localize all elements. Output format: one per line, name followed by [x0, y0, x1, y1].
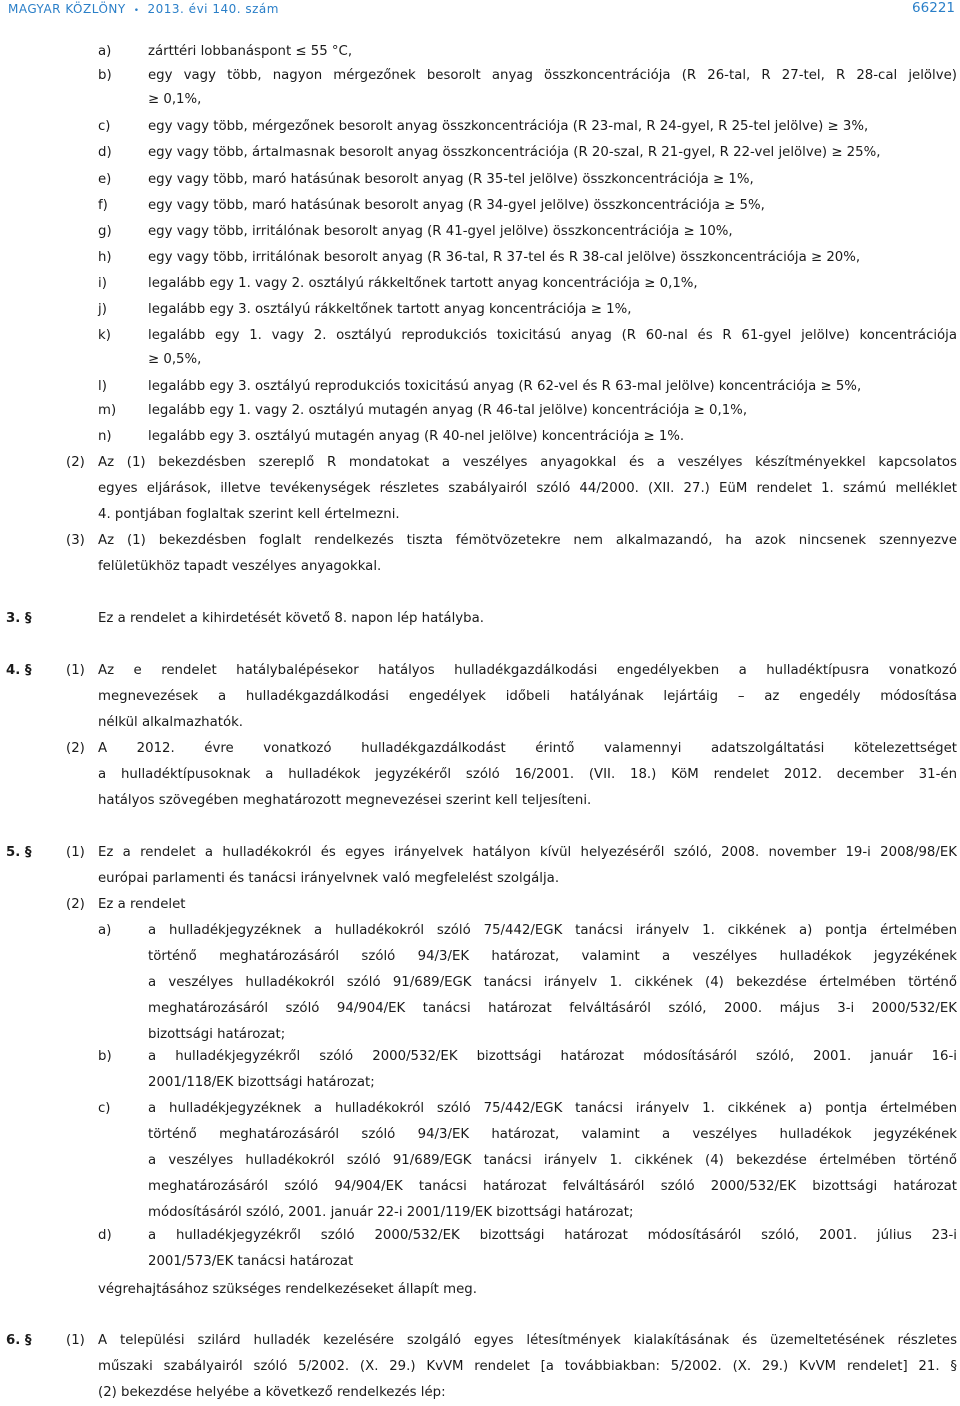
list-item-text: legalább egy 3. osztályú reprodukciós toxicitású anyag (R 62-vel és R 63-mal jelölve) koncentrációja ≥ 5%,	[148, 379, 862, 394]
paragraph-line: európai parlamenti és tanácsi irányelvnek való megfelelést szolgálja.	[98, 871, 560, 886]
paragraph-label: (1)	[66, 1333, 85, 1348]
list-item-label: c)	[98, 1101, 111, 1116]
list-item-label: f)	[98, 198, 108, 213]
list-item-text: egy vagy több, irritálónak besorolt anyag (R 41-gyel jelölve) összkoncentrációja ≥ 10%,	[148, 224, 733, 239]
paragraph-line: Ez a rendelet a hulladékokról és egyes irányelvek hatályon kívül helyezéséről szóló, 2008. november 19-i 2008/98/EK	[98, 845, 957, 860]
paragraph-label: (1)	[66, 663, 85, 678]
list-item-label: n)	[98, 429, 112, 444]
paragraph-line: végrehajtásához szükséges rendelkezéseket állapít meg.	[98, 1282, 477, 1297]
section-number: 5. §	[6, 845, 32, 860]
page-number: 66221	[912, 0, 955, 16]
list-item-label: k)	[98, 328, 111, 343]
list-item-text: legalább egy 3. osztályú rákkeltőnek tartott anyag koncentrációja ≥ 1%,	[148, 302, 632, 317]
paragraph-line: 2001/573/EK tanácsi határozat	[148, 1254, 354, 1269]
paragraph-line: egyes eljárások, illetve tevékenységek részletes szabályairól szóló 44/2000. (XII. 27.) EüM rendelet 1. számú melléklet	[98, 481, 957, 496]
list-item-text: zárttéri lobbanáspont ≤ 55 °C,	[148, 44, 353, 59]
paragraph-line: a hulladékjegyzéknek a hulladékokról szóló 75/442/EGK tanácsi irányelv 1. cikkének a) pontja értelmében	[148, 1101, 957, 1116]
paragraph-line: a hulladékjegyzéknek a hulladékokról szóló 75/442/EGK tanácsi irányelv 1. cikkének a) pontja értelmében	[148, 923, 957, 938]
list-item-text: egy vagy több, mérgezőnek besorolt anyag összkoncentrációja (R 23-mal, R 24-gyel, R 25-tel jelölve) ≥ 3%,	[148, 119, 869, 134]
list-item-label: a)	[98, 923, 112, 938]
paragraph-line: bizottsági határozat;	[148, 1027, 286, 1042]
list-item-label: e)	[98, 172, 112, 187]
section-number: 6. §	[6, 1333, 32, 1348]
list-item-label: h)	[98, 250, 112, 265]
list-item-label: l)	[98, 379, 107, 394]
paragraph-line: módosításáról szóló, 2001. január 22-i 2001/119/EK bizottsági határozat;	[148, 1205, 634, 1220]
list-item-text: ≥ 0,5%,	[148, 352, 202, 367]
section-number: 4. §	[6, 663, 32, 678]
paragraph-line: (2) bekezdése helyébe a következő rendelkezés lép:	[98, 1385, 446, 1400]
paragraph-line: hatályos szövegében meghatározott megnevezései szerint kell teljesíteni.	[98, 793, 592, 808]
paragraph-line: a hulladéktípusoknak a hulladékok jegyzékéről szóló 16/2001. (VII. 18.) KöM rendelet 2012. december 31-én	[98, 767, 957, 782]
paragraph-label: (2)	[66, 897, 85, 912]
paragraph-line: nélkül alkalmazhatók.	[98, 715, 244, 730]
list-item-label: d)	[98, 1228, 112, 1243]
paragraph-line: a hulladékjegyzékről szóló 2000/532/EK bizottsági határozat módosításáról szóló, 2001. július 23-i	[148, 1228, 957, 1243]
list-item-text: egy vagy több, ártalmasnak besorolt anyag összkoncentrációja (R 20-szal, R 21-gyel, R 22-vel jelölve) ≥ 25%,	[148, 145, 881, 160]
list-item-text: legalább egy 1. vagy 2. osztályú mutagén anyag (R 46-tal jelölve) koncentrációja ≥ 0,1%,	[148, 403, 748, 418]
paragraph-label: (3)	[66, 533, 85, 548]
list-item-text: egy vagy több, nagyon mérgezőnek besorolt anyag összkoncentrációja (R 26-tal, R 27-tel, R 28-cal jelölve)	[148, 68, 957, 83]
list-item-label: i)	[98, 276, 107, 291]
list-item-text: egy vagy több, maró hatásúnak besorolt anyag (R 34-gyel jelölve) összkoncentrációja ≥ 5%,	[148, 198, 765, 213]
list-item-label: c)	[98, 119, 111, 134]
list-item-label: b)	[98, 68, 112, 83]
list-item-text: egy vagy több, irritálónak besorolt anyag (R 36-tal, R 37-tel és R 38-cal jelölve) összkoncentrációja ≥ 20%,	[148, 250, 861, 265]
list-item-text: legalább egy 3. osztályú mutagén anyag (R 40-nel jelölve) koncentrációja ≥ 1%.	[148, 429, 685, 444]
section-text: Ez a rendelet a kihirdetését követő 8. napon lép hatályba.	[98, 611, 484, 626]
list-item-label: d)	[98, 145, 112, 160]
paragraph-line: 4. pontjában foglaltak szerint kell értelmezni.	[98, 507, 400, 522]
paragraph-line: A települési szilárd hulladék kezelésére szolgáló egyes létesítmények kialakításának és üzemeltetésének részletes	[98, 1333, 957, 1348]
list-item-label: g)	[98, 224, 112, 239]
paragraph-line: Az (1) bekezdésben foglalt rendelkezés tiszta fémötvözetekre nem alkalmazandó, ha azok nincsenek szennyezve	[98, 533, 957, 548]
paragraph-line: Az e rendelet hatálybalépésekor hatályos hulladékgazdálkodási engedélyekben a hulladéktípusra vonatkozó	[98, 663, 957, 678]
list-item-label: m)	[98, 403, 117, 418]
paragraph-line: A 2012. évre vonatkozó hulladékgazdálkodást érintő valamennyi adatszolgáltatási kötelezettséget	[98, 741, 957, 756]
paragraph-line: Ez a rendelet	[98, 897, 186, 912]
paragraph-label: (2)	[66, 455, 85, 470]
list-item-text: legalább egy 1. vagy 2. osztályú rákkeltőnek tartott anyag koncentrációja ≥ 0,1%,	[148, 276, 698, 291]
paragraph-line: Az (1) bekezdésben szereplő R mondatokat a veszélyes anyagokkal és a veszélyes készítményekkel kapcsolatos	[98, 455, 957, 470]
paragraph-line: meghatározásáról szóló 94/904/EK tanácsi határozat felváltásáról szóló 2000/532/EK bizottsági határozat	[148, 1179, 957, 1194]
paragraph-label: (2)	[66, 741, 85, 756]
list-item-text: legalább egy 1. vagy 2. osztályú reprodukciós toxicitású anyag (R 60-nal és R 61-gyel jelölve) koncentrációja	[148, 328, 957, 343]
list-item-text: ≥ 0,1%,	[148, 92, 202, 107]
paragraph-line: a hulladékjegyzékről szóló 2000/532/EK bizottsági határozat módosításáról szóló, 2001. január 16-i	[148, 1049, 957, 1064]
paragraph-line: megnevezések a hulladékgazdálkodási engedélyek időbeli hatályának lejártáig – az engedély módosítása	[98, 689, 957, 704]
journal-title: MAGYAR KÖZLÖNY	[8, 2, 126, 16]
list-item-text: egy vagy több, maró hatásúnak besorolt anyag (R 35-tel jelölve) összkoncentrációja ≥ 1%,	[148, 172, 754, 187]
list-item-label: j)	[98, 302, 107, 317]
paragraph-line: történő meghatározásáról szóló 94/3/EK határozat, valamint a veszélyes hulladékok jegyzékének	[148, 1127, 957, 1142]
separator-bullet: •	[133, 6, 140, 16]
paragraph-line: műszaki szabályairól szóló 5/2002. (X. 29.) KvVM rendelet [a továbbiakban: 5/2002. (X. 29.) KvVM rendelet] 21. §	[98, 1359, 957, 1374]
paragraph-line: 2001/118/EK bizottsági határozat;	[148, 1075, 375, 1090]
paragraph-line: a veszélyes hulladékokról szóló 91/689/EGK tanácsi irányelv 1. cikkének (4) bekezdése értelmében történő	[148, 975, 957, 990]
paragraph-line: felületükhöz tapadt veszélyes anyagokkal.	[98, 559, 382, 574]
section-number: 3. §	[6, 611, 32, 626]
paragraph-label: (1)	[66, 845, 85, 860]
paragraph-line: történő meghatározásáról szóló 94/3/EK határozat, valamint a veszélyes hulladékok jegyzékének	[148, 949, 957, 964]
list-item-label: b)	[98, 1049, 112, 1064]
paragraph-line: meghatározásáról szóló 94/904/EK tanácsi határozat felváltásáról szóló, 2000. május 3-i 2000/532/EK	[148, 1001, 957, 1016]
paragraph-line: a veszélyes hulladékokról szóló 91/689/EGK tanácsi irányelv 1. cikkének (4) bekezdése értelmében történő	[148, 1153, 957, 1168]
issue-label: 2013. évi 140. szám	[147, 2, 279, 16]
list-item-label: a)	[98, 44, 112, 59]
